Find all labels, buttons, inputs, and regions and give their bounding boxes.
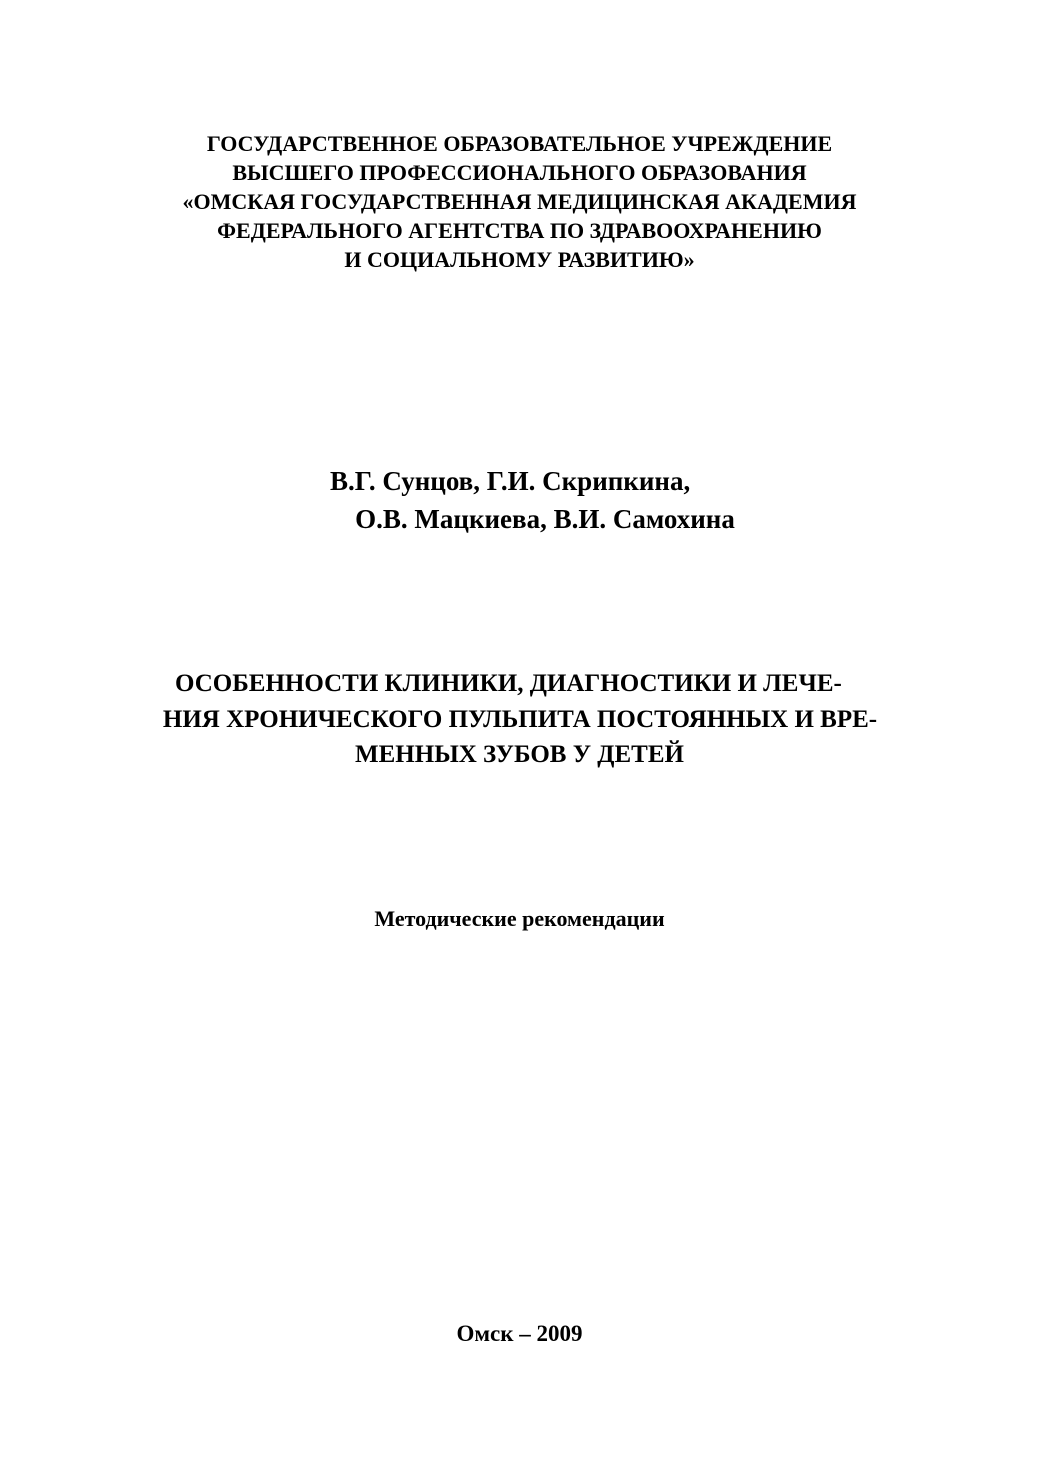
place-and-year: Омск – 2009 xyxy=(456,1321,583,1346)
authors-line-2: О.В. Мацкиева, В.И. Самохина xyxy=(355,504,735,534)
institution-line-2: ВЫСШЕГО ПРОФЕССИОНАЛЬНОГО ОБРАЗОВАНИЯ xyxy=(232,160,807,185)
institution-line-4: ФЕДЕРАЛЬНОГО АГЕНТСТВА ПО ЗДРАВООХРАНЕНИЮ xyxy=(217,218,822,243)
title-line-2: НИЯ ХРОНИЧЕСКОГО ПУЛЬПИТА ПОСТОЯННЫХ И ВРЕ- xyxy=(162,706,878,733)
document-type: Методические рекомендации xyxy=(374,906,665,931)
authors-line-1: В.Г. Сунцов, Г.И. Скрипкина, xyxy=(330,466,691,496)
title-line-1: ОСОБЕННОСТИ КЛИНИКИ, ДИАГНОСТИКИ И ЛЕЧЕ- xyxy=(175,670,842,697)
institution-line-5: И СОЦИАЛЬНОМУ РАЗВИТИЮ» xyxy=(344,247,695,272)
institution-line-3: «ОМСКАЯ ГОСУДАРСТВЕННАЯ МЕДИЦИНСКАЯ АКАДЕМИЯ xyxy=(182,189,857,214)
institution-line-1: ГОСУДАРСТВЕННОЕ ОБРАЗОВАТЕЛЬНОЕ УЧРЕЖДЕНИЕ xyxy=(206,131,833,156)
title-line-3: МЕННЫХ ЗУБОВ У ДЕТЕЙ xyxy=(355,741,684,768)
